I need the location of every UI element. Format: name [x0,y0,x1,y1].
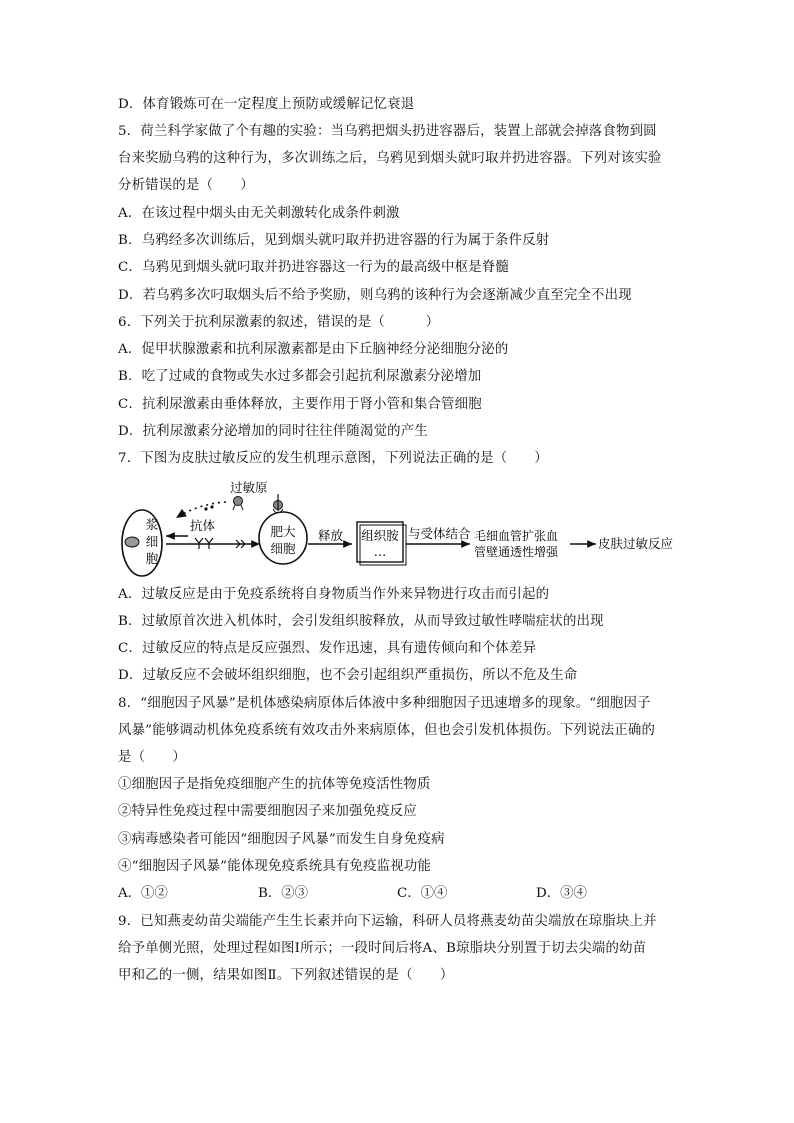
histamine-box [357,522,406,565]
q8-statement-2: ②特异性免疫过程中需要细胞因子来加强免疫反应 [118,804,417,819]
q7-option-b: B．过敏原首次进入机体时，会引发组织胺释放，从而导致过敏性哮喘症状的出现 [118,614,604,629]
q6-option-c: C．抗利尿激素由垂体释放，主要作用于肾小管和集合管细胞 [118,397,482,412]
allergen-label: 过敏原 [230,480,268,495]
q9-stem-line-3: 甲和乙的一侧，结果如图Ⅱ。下列叙述错误的是（ ） [118,968,454,983]
bind-label: 与受体结合 [408,526,471,541]
q7-option-c: C．过敏反应的特点是反应强烈、发作迅速，具有遗传倾向和个体差异 [118,641,537,656]
allergy-mechanism-diagram [118,474,680,582]
plasma-cell [122,510,162,576]
q8-stem-line-2: 风暴”能够调动机体免疫系统有效攻击外来病原体，但也会引发机体损伤。下列说法正确的 [118,723,656,738]
histamine-label: 组织胺 [361,528,399,543]
q5-stem-line-3: 分析错误的是（ ） [118,178,254,193]
q5-option-a: A．在该过程中烟头由无关刺激转化成条件刺激 [118,206,400,221]
effect-label-1: 毛细血管扩张血 [474,529,559,543]
allergen-to-plasma-arrow [176,502,226,518]
q8-option-c: C．①④ [397,886,448,901]
mast-cell [259,501,307,565]
q5-stem-line-1: 5．荷兰科学家做了个有趣的实验：当乌鸦把烟头扔进容器后，装置上部就会掉落食物到圆 [118,124,657,139]
q6-stem: 6．下列关于抗利尿激素的叙述，错误的是（ ） [118,315,440,330]
q8-option-a: A．①② [118,886,168,901]
effect-label-2: 管壁通透性增强 [474,545,559,559]
q8-statement-3: ③病毒感染者可能因“细胞因子风暴”而发生自身免疫病 [118,832,445,847]
antibody-label: 抗体 [190,518,216,533]
histamine-ellipsis: … [373,544,387,559]
q5-option-c: C．乌鸦见到烟头就叼取并扔进容器这一行为的最高级中枢是脊髓 [118,260,509,275]
result-label: 皮肤过敏反应 [598,536,674,551]
q7-option-a: A．过敏反应是由于免疫系统将自身物质当作外来异物进行攻击而引起的 [118,587,550,602]
q7-stem: 7．下图为皮肤过敏反应的发生机理示意图，下列说法正确的是（ ） [118,451,549,466]
mast-cell-label-1: 肥大 [270,524,296,539]
q6-option-b: B．吃了过咸的食物或失水过多都会引起抗利尿激素分泌增加 [118,369,482,384]
q7-option-d: D．过敏反应不会破坏组织细胞，也不会引起组织严重损伤，所以不危及生命 [118,668,578,683]
q8-statement-1: ①细胞因子是指免疫细胞产生的抗体等免疫活性物质 [118,777,431,792]
q8-statement-4: ④“细胞因子风暴”能体现免疫系统具有免疫监视功能 [118,859,432,874]
plasma-cell-label-1: 浆 [145,517,159,532]
mast-cell-label-2: 细胞 [270,541,296,556]
q8-stem-line-1: 8．“细胞因子风暴”是机体感染病原体后体液中多种细胞因子迅速增多的现象。“细胞因子 [118,696,651,711]
q8-option-b: B．②③ [258,886,309,901]
plasma-cell-label-2: 细 [145,534,159,549]
allergen-icon [233,497,243,511]
q5-option-b: B．乌鸦经多次训练后，见到烟头就叼取并扔进容器的行为属于条件反射 [118,233,550,248]
q5-option-d: D．若乌鸦多次叼取烟头后不给予奖励，则乌鸦的该种行为会逐渐减少直至完全不出现 [118,288,632,303]
plasma-cell-label-3: 胞 [145,551,159,566]
q9-stem-line-2: 给予单侧光照，处理过程如图Ⅰ所示；一段时间后将A、B琼脂块分别置于切去尖端的幼苗 [118,941,647,956]
release-label: 释放 [318,528,344,543]
q9-stem-line-1: 9．已知燕麦幼苗尖端能产生生长素并向下运输，科研人员将燕麦幼苗尖端放在琼脂块上并 [118,914,657,929]
q5-stem-line-2: 台来奖励乌鸦的这种行为，多次训练之后，乌鸦见到烟头就叼取并扔进容器。下列对该实验 [118,151,662,166]
q6-option-a: A．促甲状腺激素和抗利尿激素都是由下丘脑神经分泌细胞分泌的 [118,342,509,357]
q8-stem-line-3: 是（ ） [118,750,186,765]
q4-option-d: D．体育锻炼可在一定程度上预防或缓解记忆衰退 [118,97,415,112]
q6-option-d: D．抗利尿激素分泌增加的同时往往伴随渴觉的产生 [118,424,428,439]
q8-option-d: D．③④ [536,886,587,901]
